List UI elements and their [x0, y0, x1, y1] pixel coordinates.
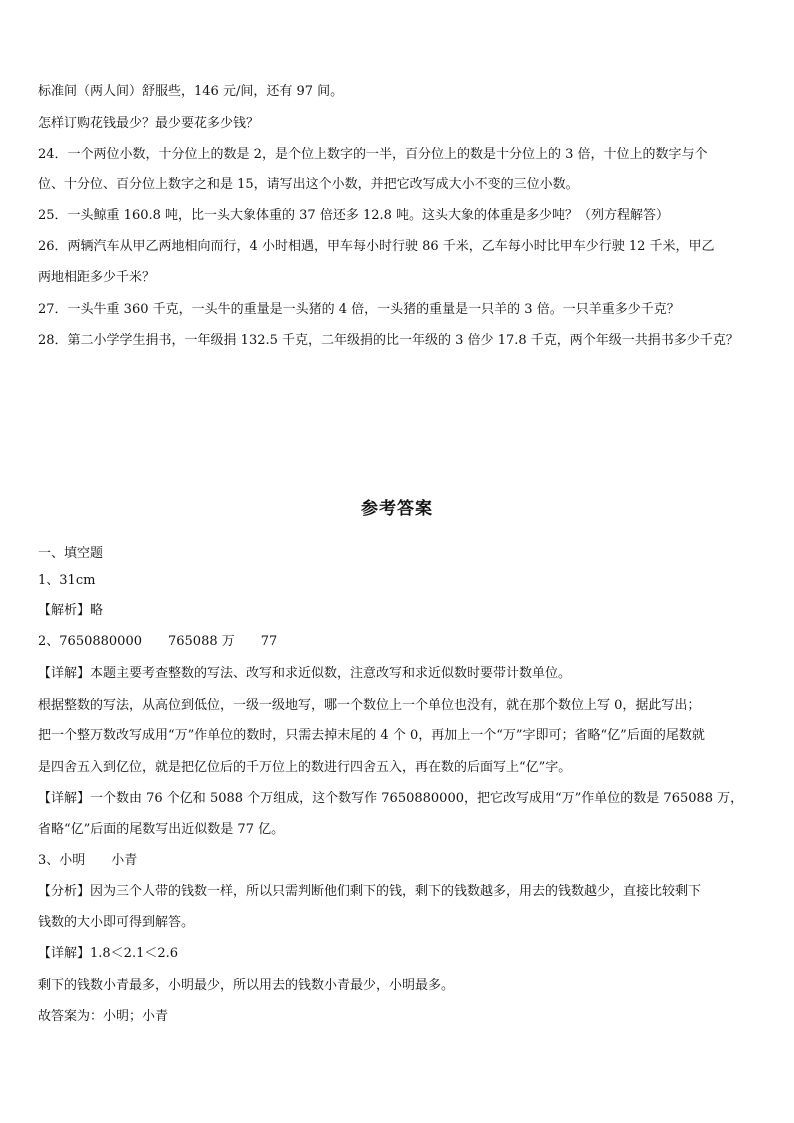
answer-2-value-1: 2、7650880000 — [38, 634, 142, 649]
answer-2-value-3: 77 — [260, 634, 278, 649]
answer-3-value-2: 小青 — [111, 853, 138, 868]
section-heading: 一、填空题 — [38, 546, 104, 561]
answer-3-explanation: 钱数的大小即可得到解答。 — [38, 915, 195, 930]
answer-2-value-2: 765088 万 — [167, 634, 235, 649]
answer-1: 1、31cm — [38, 573, 96, 588]
answer-3-final: 故答案为：小明；小青 — [38, 1009, 169, 1024]
question-24: 24．一个两位小数，十分位上的数是 2，是个位上数字的一半，百分位上的数是十分位上的 3 倍，十位上的数字与个 — [38, 147, 708, 162]
question-text: 标准间（两人间）舒服些，146 元/间，还有 97 间。 — [38, 84, 344, 99]
answer-3-value-1: 3、小明 — [38, 853, 86, 868]
question-26: 26．两辆汽车从甲乙两地相向而行，4 小时相遇，甲车每小时行驶 86 千米，乙车每小时比甲车少行驶 12 千米，甲乙 — [38, 239, 715, 254]
question-24-cont: 位、十分位、百分位上数字之和是 15，请写出这个小数，并把它改写成大小不变的三位小数。 — [38, 177, 579, 192]
question-28: 28．第二小学学生捐书，一年级捐 132.5 千克，二年级捐的比一年级的 3 倍少 17.8 千克，两个年级一共捐书多少千克？ — [38, 333, 739, 348]
question-25: 25．一头鲸重 160.8 吨，比一头大象体重的 37 倍还多 12.8 吨。这头大象的体重是多少吨？（列方程解答） — [38, 208, 670, 223]
answer-1-note: 【解析】略 — [38, 603, 104, 618]
answer-2-explanation: 根据整数的写法，从高位到低位，一级一级地写，哪一个数位上一个单位也没有，就在那个数位上写 0，据此写出； — [38, 698, 701, 713]
answer-2-explanation: 【详解】本题主要考查整数的写法、改写和求近似数，注意改写和求近似数时要带计数单位。 — [38, 666, 572, 681]
answer-2-explanation: 省略“亿”后面的尾数写出近似数是 77 亿。 — [38, 822, 285, 837]
answers-title: 参考答案 — [361, 499, 433, 519]
answer-3 — [38, 853, 760, 869]
answer-2-explanation: 【详解】一个数由 76 个亿和 5088 个万组成，这个数写作 7650880000，把它改写成用“万”作单位的数是 765088 万， — [38, 791, 744, 806]
question-27: 27．一头牛重 360 千克，一头牛的重量是一头猪的 4 倍，一头猪的重量是一只羊的 3 倍。一只羊重多少千克？ — [38, 302, 680, 317]
answer-3-explanation: 剩下的钱数小青最多，小明最少，所以用去的钱数小青最少，小明最多。 — [38, 978, 455, 993]
question-26-cont: 两地相距多少千米？ — [38, 270, 156, 285]
answer-2-explanation: 把一个整万数改写成用“万”作单位的数时，只需去掉末尾的 4 个 0，再加上一个“万”字即可；省略“亿”后面的尾数就 — [38, 728, 705, 743]
question-text: 怎样订购花钱最少？最少要花多少钱？ — [38, 116, 260, 131]
answer-2-explanation: 是四舍五入到亿位，就是把亿位后的千万位上的数进行四舍五入，再在数的后面写上“亿”字。 — [38, 760, 572, 775]
answer-3-explanation: 【分析】因为三个人带的钱数一样，所以只需判断他们剩下的钱，剩下的钱数越多，用去的钱数越少，直接比较剩下 — [38, 884, 702, 899]
answer-2 — [38, 634, 760, 650]
answer-3-explanation: 【详解】1.8＜2.1＜2.6 — [38, 946, 179, 961]
